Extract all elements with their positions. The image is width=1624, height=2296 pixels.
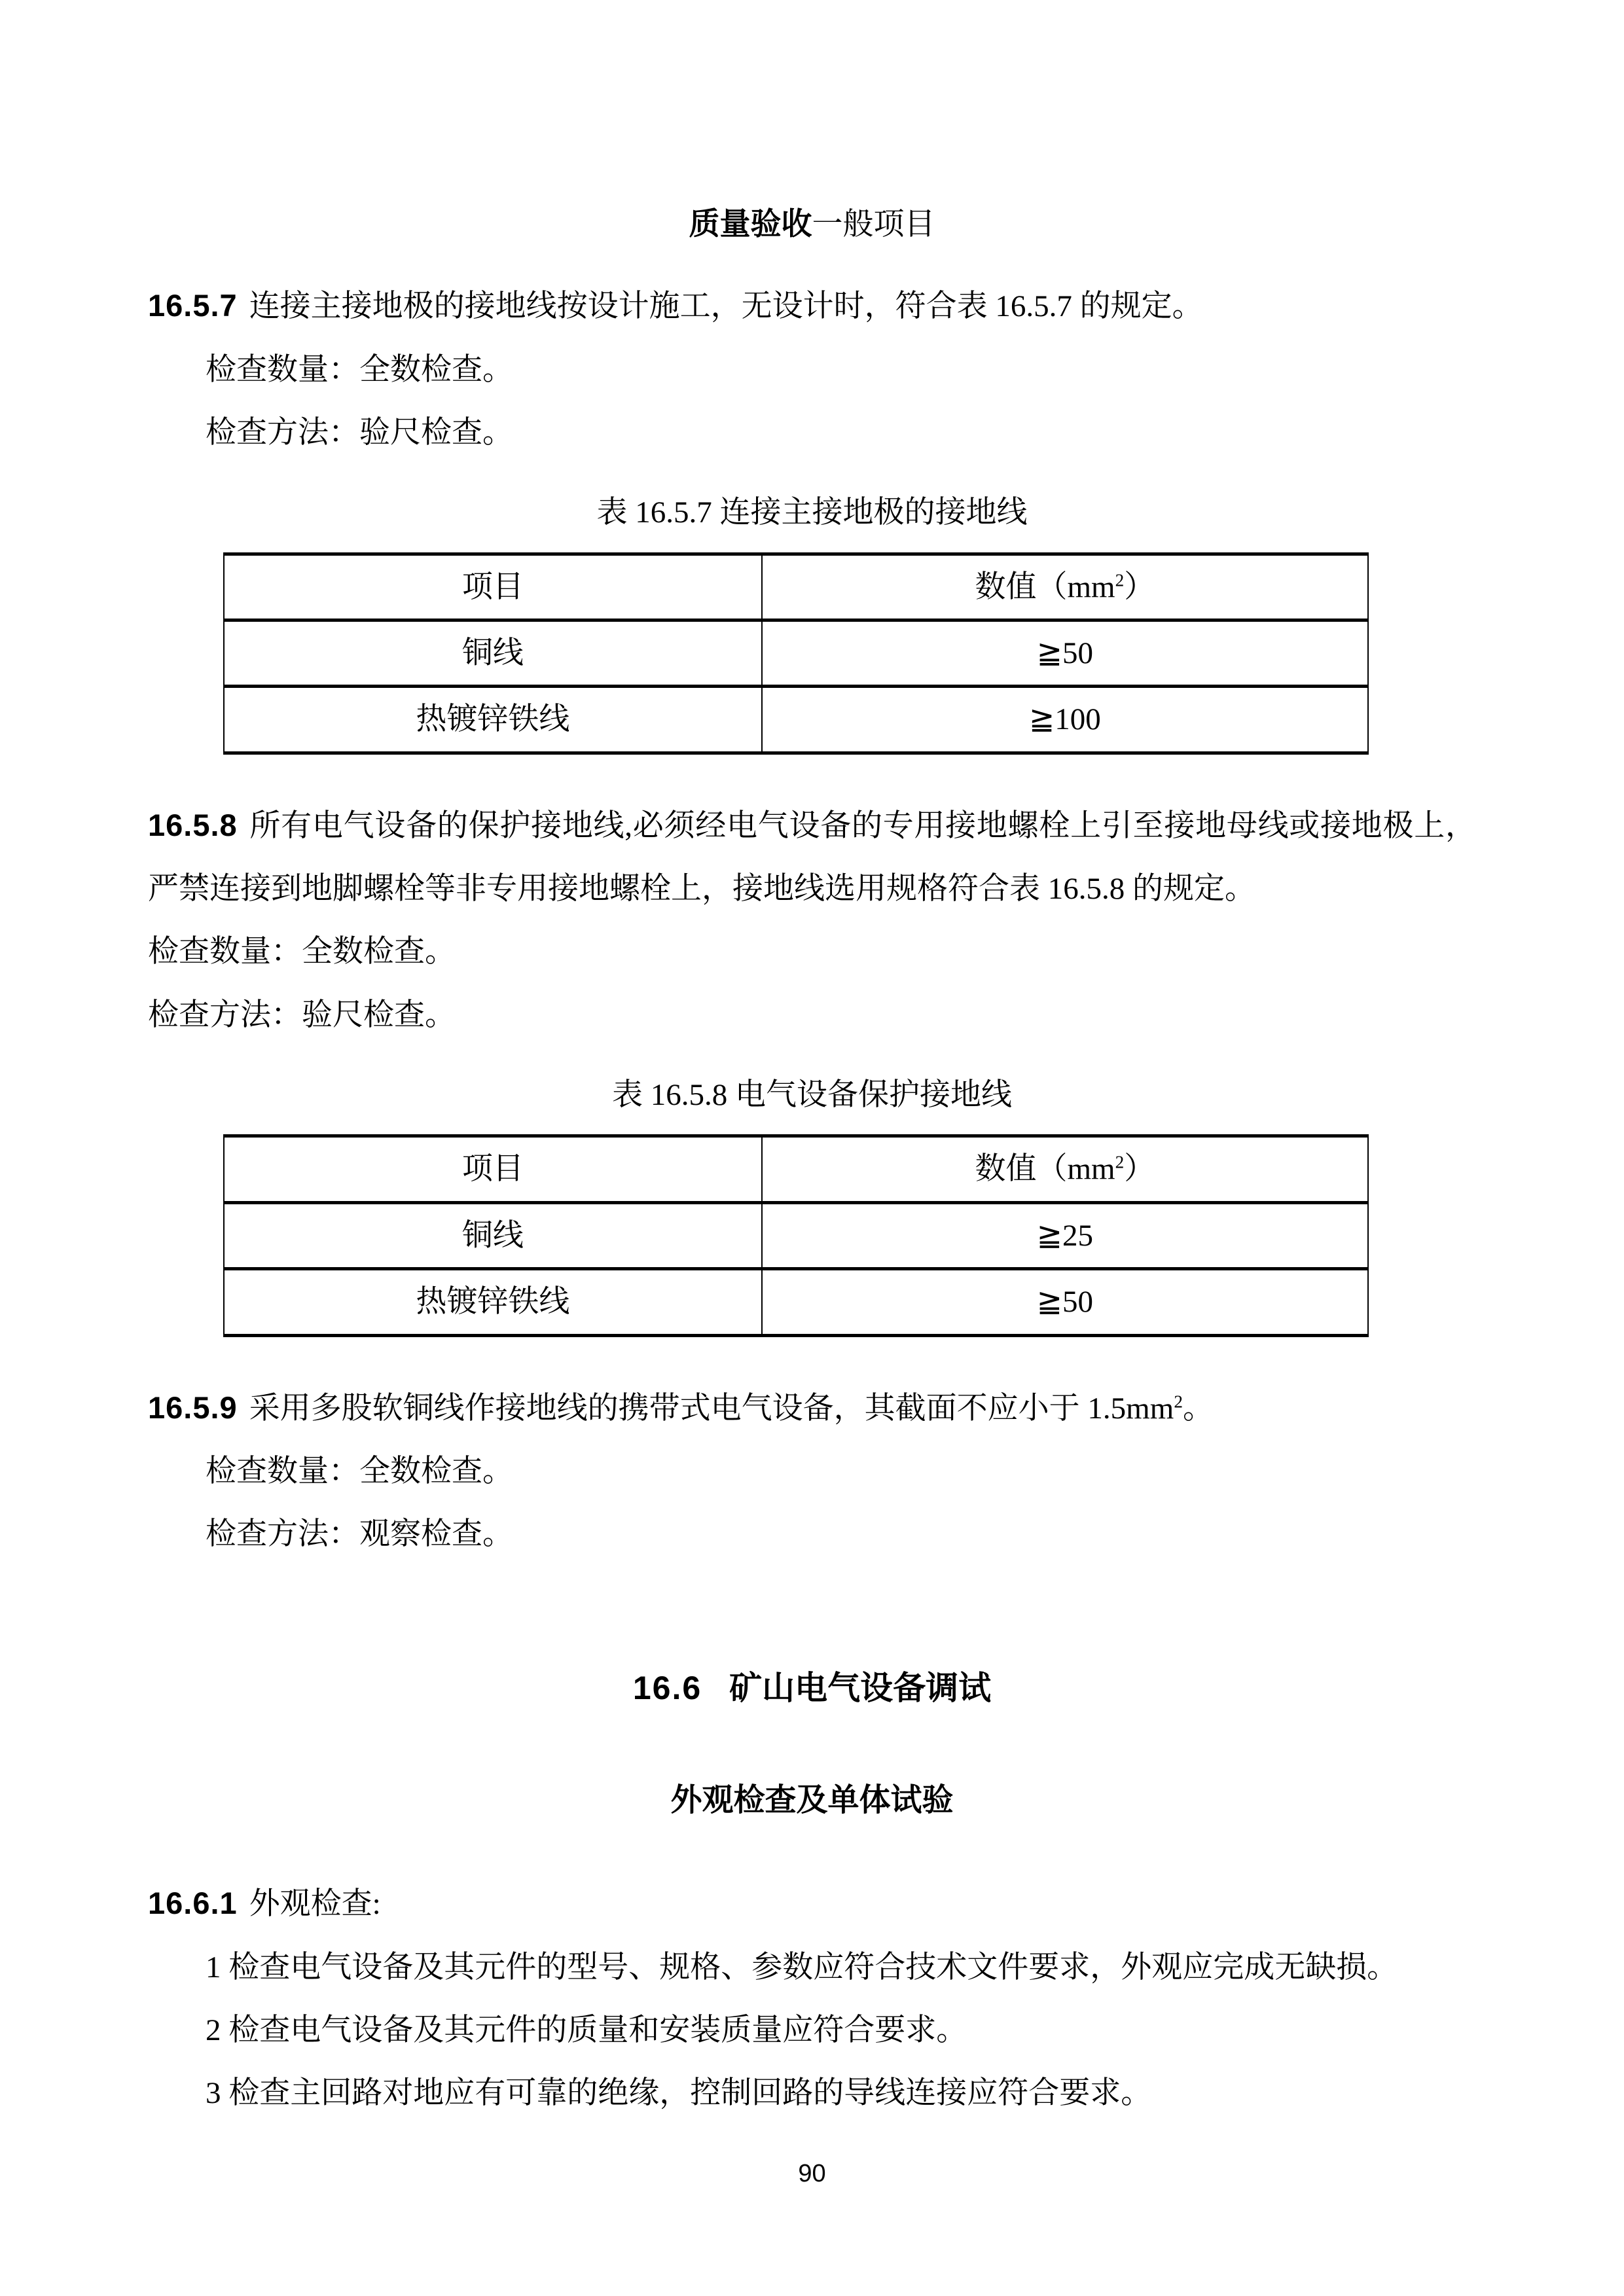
table-row <box>224 1202 1368 1268</box>
header-cell-item: 项目 <box>224 1136 762 1202</box>
clause-text <box>249 1391 1214 1426</box>
header-cell-value <box>762 1136 1368 1202</box>
header-cell-item: 项目 <box>224 554 762 620</box>
header-value-sup: 2 <box>1115 1152 1125 1172</box>
clause-16-5-7 <box>148 274 1476 338</box>
clause-16-5-8-check-qty: 检查数量：全数检查。 <box>148 935 456 969</box>
clause-number: 16.5.8 <box>148 807 238 842</box>
cell-value: ≧50 <box>762 620 1368 687</box>
clause-16-5-7-check-qty: 检查数量：全数检查。 <box>206 352 513 387</box>
section-number: 16.6 <box>632 1669 702 1706</box>
clause-text: 连接主接地极的接地线按设计施工，无设计时，符合表 16.5.7 的规定。 <box>249 289 1203 324</box>
table-header-row <box>224 554 1368 620</box>
header-value-close: ） <box>1124 1152 1155 1187</box>
clause-text: 所有电气设备的保护接地线,必须经电气设备的专用接地螺栓上引至接地母线或接地极上，严禁连接到地脚螺栓等非专用接地螺栓上，接地线选用规格符合表 16.5.8 的规定。 <box>148 808 1476 906</box>
page-title-normal: 一般项目 <box>812 207 935 242</box>
clause-number: 16.5.7 <box>148 288 238 323</box>
cell-item: 铜线 <box>224 620 762 687</box>
clause-16-6-1-item-3: 3 检查主回路对地应有可靠的绝缘，控制回路的导线连接应符合要求。 <box>206 2076 1152 2111</box>
header-value-text: 数值（mm <box>975 1152 1115 1187</box>
header-cell-value <box>762 554 1368 620</box>
header-value-sup: 2 <box>1115 570 1125 590</box>
cell-item: 铜线 <box>224 1202 762 1268</box>
cell-value: ≧100 <box>762 687 1368 753</box>
cell-item: 热镀锌铁线 <box>224 687 762 753</box>
clause-title: 外观检查: <box>249 1887 381 1922</box>
section-16-6-subtitle: 外观检查及单体试验 <box>670 1783 954 1818</box>
clause-16-5-8-check-method: 检查方法：验尺检查。 <box>148 997 456 1032</box>
clause-16-5-9-check-qty: 检查数量：全数检查。 <box>206 1454 513 1488</box>
clause-16-6-1-item-1: 1 检查电气设备及其元件的型号、规格、参数应符合技术文件要求，外观应完成无缺损。 <box>206 1950 1398 1984</box>
clause-16-6-1-item-2: 2 检查电气设备及其元件的质量和安装质量应符合要求。 <box>206 2013 967 2048</box>
page-number: 90 <box>798 2160 826 2187</box>
header-value-text: 数值（mm <box>975 569 1115 604</box>
page-title <box>148 193 1476 256</box>
cell-value: ≧50 <box>762 1269 1368 1335</box>
clause-number: 16.6.1 <box>148 1886 238 1921</box>
section-16-6-heading <box>148 1655 1476 1722</box>
header-value-close: ） <box>1124 569 1155 604</box>
table-16-5-7-caption: 表 16.5.7 连接主接地极的接地线 <box>596 495 1028 530</box>
section-title: 矿山电气设备调试 <box>729 1669 992 1706</box>
clause-number: 16.5.9 <box>148 1390 238 1425</box>
table-16-5-8 <box>223 1134 1369 1336</box>
clause-16-5-7-check-method: 检查方法：验尺检查。 <box>206 416 513 450</box>
table-row <box>224 687 1368 753</box>
cell-value: ≧25 <box>762 1202 1368 1268</box>
cell-item: 热镀锌铁线 <box>224 1269 762 1335</box>
clause-16-5-8 <box>148 794 1476 921</box>
page-title-bold: 质量验收 <box>689 207 812 242</box>
table-header-row <box>224 1136 1368 1202</box>
table-row <box>224 620 1368 687</box>
table-row <box>224 1269 1368 1335</box>
clause-16-5-9-check-method: 检查方法：观察检查。 <box>206 1517 513 1552</box>
clause-16-6-1 <box>148 1872 1476 1935</box>
table-16-5-7 <box>223 552 1369 755</box>
clause-16-5-9 <box>148 1376 1476 1440</box>
clause-text-post: 。 <box>1182 1391 1214 1426</box>
clause-text-pre: 采用多股软铜线作接地线的携带式电气设备，其截面不应小于 1.5mm <box>249 1391 1174 1426</box>
clause-text-sup: 2 <box>1174 1391 1183 1411</box>
table-16-5-8-caption: 表 16.5.8 电气设备保护接地线 <box>612 1078 1012 1113</box>
